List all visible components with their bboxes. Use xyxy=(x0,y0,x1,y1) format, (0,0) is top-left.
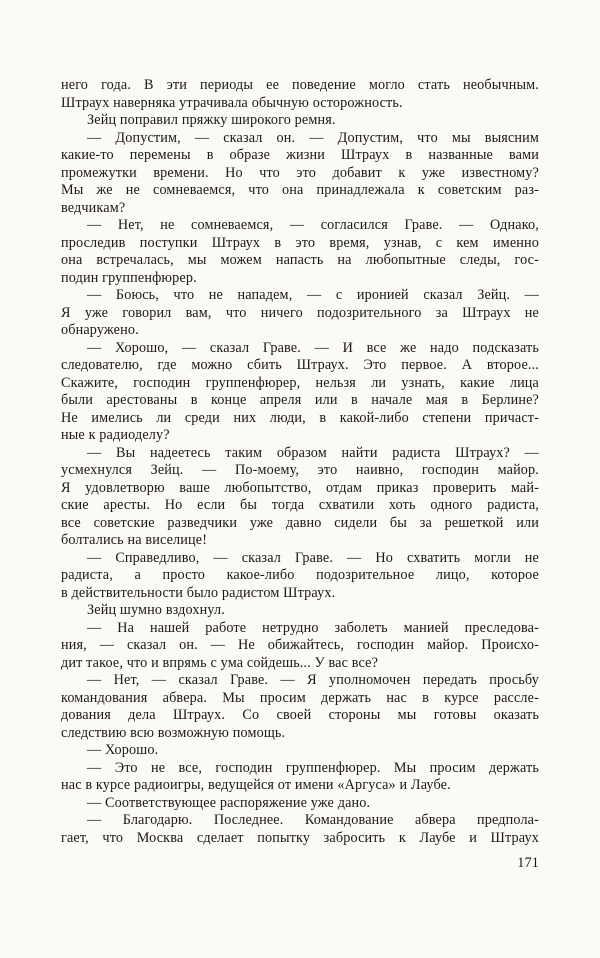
text-line: дит такое, что и впрямь с ума сойдешь... У вас все? xyxy=(61,654,379,671)
paragraph xyxy=(61,77,539,112)
text-line: следствию всю возможную помощь. xyxy=(61,724,286,741)
text-line: какие-то перемены в образе жизни Штраух в названные вами xyxy=(61,147,539,163)
paragraph xyxy=(61,340,539,445)
text-line: болтались на виселице! xyxy=(61,532,208,548)
text-line: Штраух наверняка утрачивала обычную осторожность. xyxy=(61,94,403,111)
paragraph xyxy=(61,112,539,130)
text-line: — Соответствующее распоряжение уже дано. xyxy=(87,794,371,811)
text-line: усмехнулся Зейц. — По-моему, это наивно, господин майор. xyxy=(61,462,539,478)
text-line: Зейц шумно вздохнул. xyxy=(87,602,225,618)
text-line: — Благодарю. Последнее. Командование абвера предпола- xyxy=(87,812,539,828)
text-line: ния, — сказал он. — Не обижайтесь, господин майор. Происхо- xyxy=(61,637,539,653)
text-line: все советские разведчики уже давно сидели бы за решеткой или xyxy=(61,514,539,531)
text-line: в действительности было радистом Штраух. xyxy=(61,584,336,601)
text-line: — Боюсь, что не нападем, — с иронией сказал Зейц. — xyxy=(87,287,539,303)
paragraph xyxy=(61,217,539,287)
text-line: — Справедливо, — сказал Граве. — Но схватить могли не xyxy=(87,549,539,566)
text-line: были арестованы в конце апреля или в начале мая в Берлине? xyxy=(61,392,539,408)
text-line: него года. В эти периоды ее поведение могло стать необычным. xyxy=(61,77,539,93)
paragraph xyxy=(61,130,539,218)
page-text xyxy=(61,77,539,873)
page-number: 171 xyxy=(517,855,539,871)
paragraph xyxy=(61,742,539,760)
text-line: обнаружено. xyxy=(61,322,139,338)
paragraphs-container xyxy=(61,77,539,847)
text-line: — Это не все, господин группенфюрер. Мы просим держать xyxy=(87,759,539,776)
text-line: Скажите, господин группенфюрер, нельзя ли узнать, какие лица xyxy=(61,374,539,391)
text-line: Зейц поправил пряжку широкого ремня. xyxy=(87,112,336,128)
paragraph xyxy=(61,795,539,813)
text-line: — Допустим, — сказал он. — Допустим, что мы выясним xyxy=(87,129,539,146)
text-line: Мы же не сомневаемся, что она принадлежала к советским раз- xyxy=(61,182,539,198)
text-line: Я уже говорил вам, что ничего подозрительного за Штраух не xyxy=(61,304,539,321)
paragraph xyxy=(61,620,539,673)
text-line: ведчикам? xyxy=(61,199,126,216)
paragraph xyxy=(61,287,539,340)
text-line: Не имелись ли среди них люди, в какой-либо степени причаст- xyxy=(61,409,539,426)
text-line: радиста, а просто какое-либо подозрительное лицо, которое xyxy=(61,567,539,583)
paragraph xyxy=(61,602,539,620)
text-line: — Хорошо. xyxy=(87,742,159,758)
text-line: командования абвера. Мы просим держать нас в курсе рассле- xyxy=(61,689,539,706)
text-line: ские аресты. Но если бы тогда схватили хоть одного радиста, xyxy=(61,497,539,513)
paragraph xyxy=(61,445,539,550)
text-line: дования дела Штраух. Со своей стороны мы готовы оказать xyxy=(61,707,539,723)
text-line: Я удовлетворю ваше любопытство, отдам приказ проверить май- xyxy=(61,479,539,496)
text-line: она встречалась, мы можем напасть на любопытные следы, гос- xyxy=(61,252,539,268)
text-line: подин группенфюрер. xyxy=(61,269,197,286)
paragraph xyxy=(61,760,539,795)
text-line: ные к радиоделу? xyxy=(61,427,170,443)
text-line: — Вы надеетесь таким образом найти радиста Штраух? — xyxy=(87,444,539,461)
paragraph xyxy=(61,550,539,603)
paragraph xyxy=(61,812,539,847)
text-line: — Нет, не сомневаемся, — согласился Граве. — Однако, xyxy=(87,217,539,233)
text-line: — Нет, — сказал Граве. — Я уполномочен передать просьбу xyxy=(87,672,539,688)
text-line: нас в курсе радиоигры, ведущейся от имени «Аргуса» и Лаубе. xyxy=(61,777,451,793)
text-line: гает, что Москва сделает попытку забросить к Лаубе и Штраух xyxy=(61,829,539,846)
text-line: проследив поступки Штраух в это время, узнав, с кем именно xyxy=(61,234,539,251)
text-line: — На нашей работе нетрудно заболеть манией преследова- xyxy=(87,619,539,636)
text-line: — Хорошо, — сказал Граве. — И все же надо подсказать xyxy=(87,339,539,356)
paragraph xyxy=(61,672,539,742)
text-line: промежутки времени. Но что это добавит к уже известному? xyxy=(61,164,539,181)
text-line: следователю, где можно сбить Штраух. Это первое. А второе... xyxy=(61,357,539,373)
